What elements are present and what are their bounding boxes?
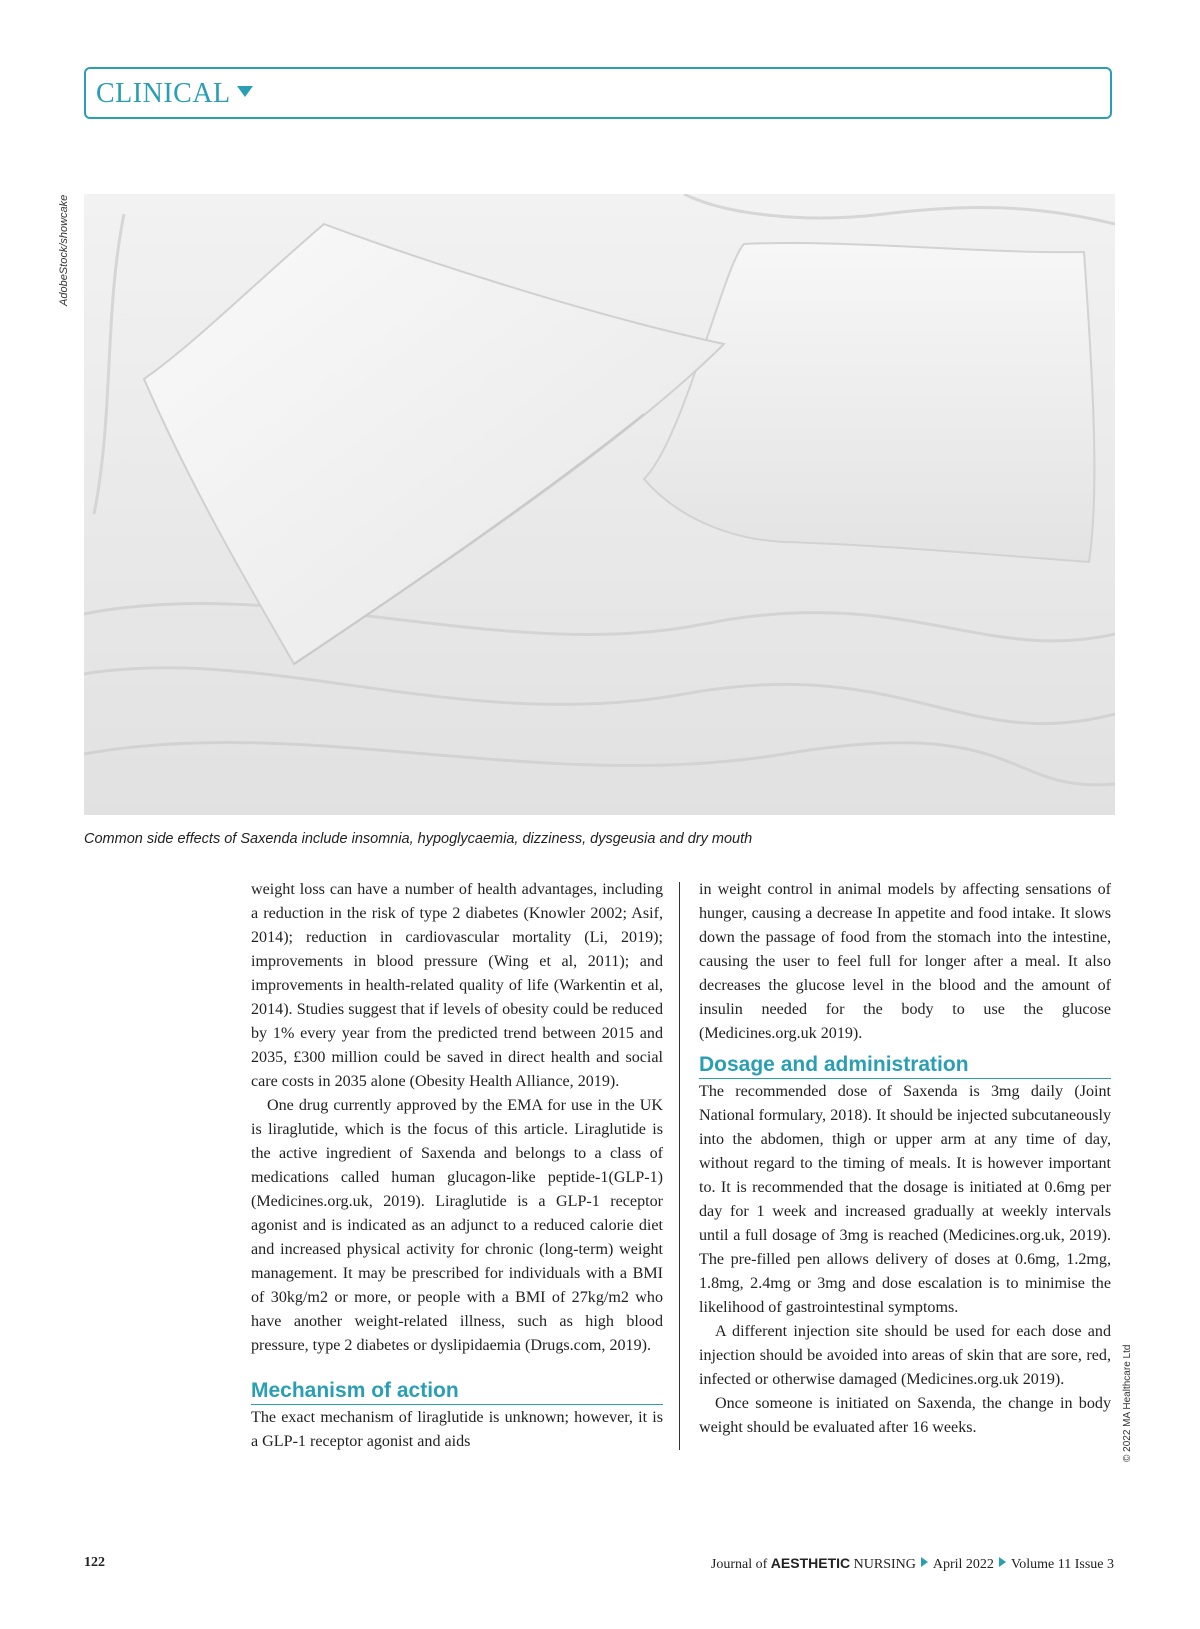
issue-date: April 2022 xyxy=(932,1557,994,1572)
article-photo xyxy=(84,194,1115,815)
image-caption: Common side effects of Saxenda include insomnia, hypoglycaemia, dizziness, dysgeusia and dry mouth xyxy=(84,831,753,847)
page-number: 122 xyxy=(84,1555,105,1570)
volume-issue: Volume 11 Issue 3 xyxy=(1010,1557,1114,1572)
copyright-notice: © 2022 MA Healthcare Ltd xyxy=(1122,1344,1133,1462)
article-column-right xyxy=(699,878,1111,1440)
footer-journal-info xyxy=(711,1555,1114,1573)
section-header-bar xyxy=(84,67,1112,119)
image-credit: AdobeStock/showcake xyxy=(58,194,70,306)
body-paragraph: Once someone is initiated on Saxenda, the change in body weight should be evaluated after 16 weeks. xyxy=(699,1395,1111,1436)
article-column-left xyxy=(251,878,663,1454)
section-heading-dosage: Dosage and administration xyxy=(699,1052,1111,1079)
body-paragraph: in weight control in animal models by affecting sensations of hunger, causing a decrease In appetite and food intake. It slows down the passage of food from the stomach into the intestine, causing the user to feel full for longer after a meal. It also decreases the glucose level in the blood and the amount of insulin needed for the body to use the glucose (Medicines.org.uk 2019). xyxy=(699,881,1111,1042)
triangle-right-icon xyxy=(921,1557,928,1567)
section-label xyxy=(96,78,253,110)
pillows-illustration xyxy=(84,194,1115,815)
triangle-down-icon xyxy=(237,86,253,97)
journal-prefix: Journal of xyxy=(710,1557,771,1572)
journal-name-bold: AESTHETIC xyxy=(770,1555,851,1571)
body-paragraph: A different injection site should be used for each dose and injection should be avoided into areas of skin that are sore, red, infected or otherwise damaged (Medicines.org.uk 2019). xyxy=(699,1323,1111,1388)
body-paragraph: weight loss can have a number of health advantages, including a reduction in the risk of type 2 diabetes (Knowler 2002; Asif, 2014); reduction in cardiovascular mortality (Li, 2019); improvements in blood pressure (Wing et al, 2011); and improvements in health-related quality of life (Warkentin et al, 2014). Studies suggest that if levels of obesity could be reduced by 1% every year from the predicted trend between 2015 and 2035, £300 million could be saved in direct health and social care costs in 2035 alone (Obesity Health Alliance, 2019). xyxy=(251,881,663,1090)
triangle-right-icon xyxy=(999,1557,1006,1567)
body-paragraph: The exact mechanism of liraglutide is unknown; however, it is a GLP-1 receptor agonist and aids xyxy=(251,1409,663,1450)
section-heading-mechanism: Mechanism of action xyxy=(251,1378,663,1405)
column-divider xyxy=(679,882,680,1450)
section-title: CLINICAL xyxy=(96,78,231,109)
journal-suffix: NURSING xyxy=(850,1557,916,1572)
body-paragraph: One drug currently approved by the EMA for use in the UK is liraglutide, which is the focus of this article. Liraglutide is the active ingredient of Saxenda and belongs to a class of medications called human glucagon-like peptide-1(GLP-1) (Medicines.org.uk, 2019). Liraglutide is a GLP-1 receptor agonist and is indicated as an adjunct to a reduced calorie diet and increased physical activity for chronic (long-term) weight management. It may be prescribed for individuals with a BMI of 30kg/m2 or more, or people with a BMI of 27kg/m2 who have another weight-related illness, such as high blood pressure, type 2 diabetes or dyslipidaemia (Drugs.com, 2019). xyxy=(251,1097,663,1354)
body-paragraph: The recommended dose of Saxenda is 3mg daily (Joint National formulary, 2018). It should be injected subcutaneously into the abdomen, thigh or upper arm at any time of day, without regard to the timing of meals. It is however important to. It is recommended that the dosage is initiated at 0.6mg per day for 1 week and increased gradually at weekly intervals until a full dosage of 3mg is reached (Medicines.org.uk, 2019). The pre-filled pen allows delivery of doses at 0.6mg, 1.2mg, 1.8mg, 2.4mg or 3mg and dose escalation is to minimise the likelihood of gastrointestinal symptoms. xyxy=(699,1083,1111,1316)
